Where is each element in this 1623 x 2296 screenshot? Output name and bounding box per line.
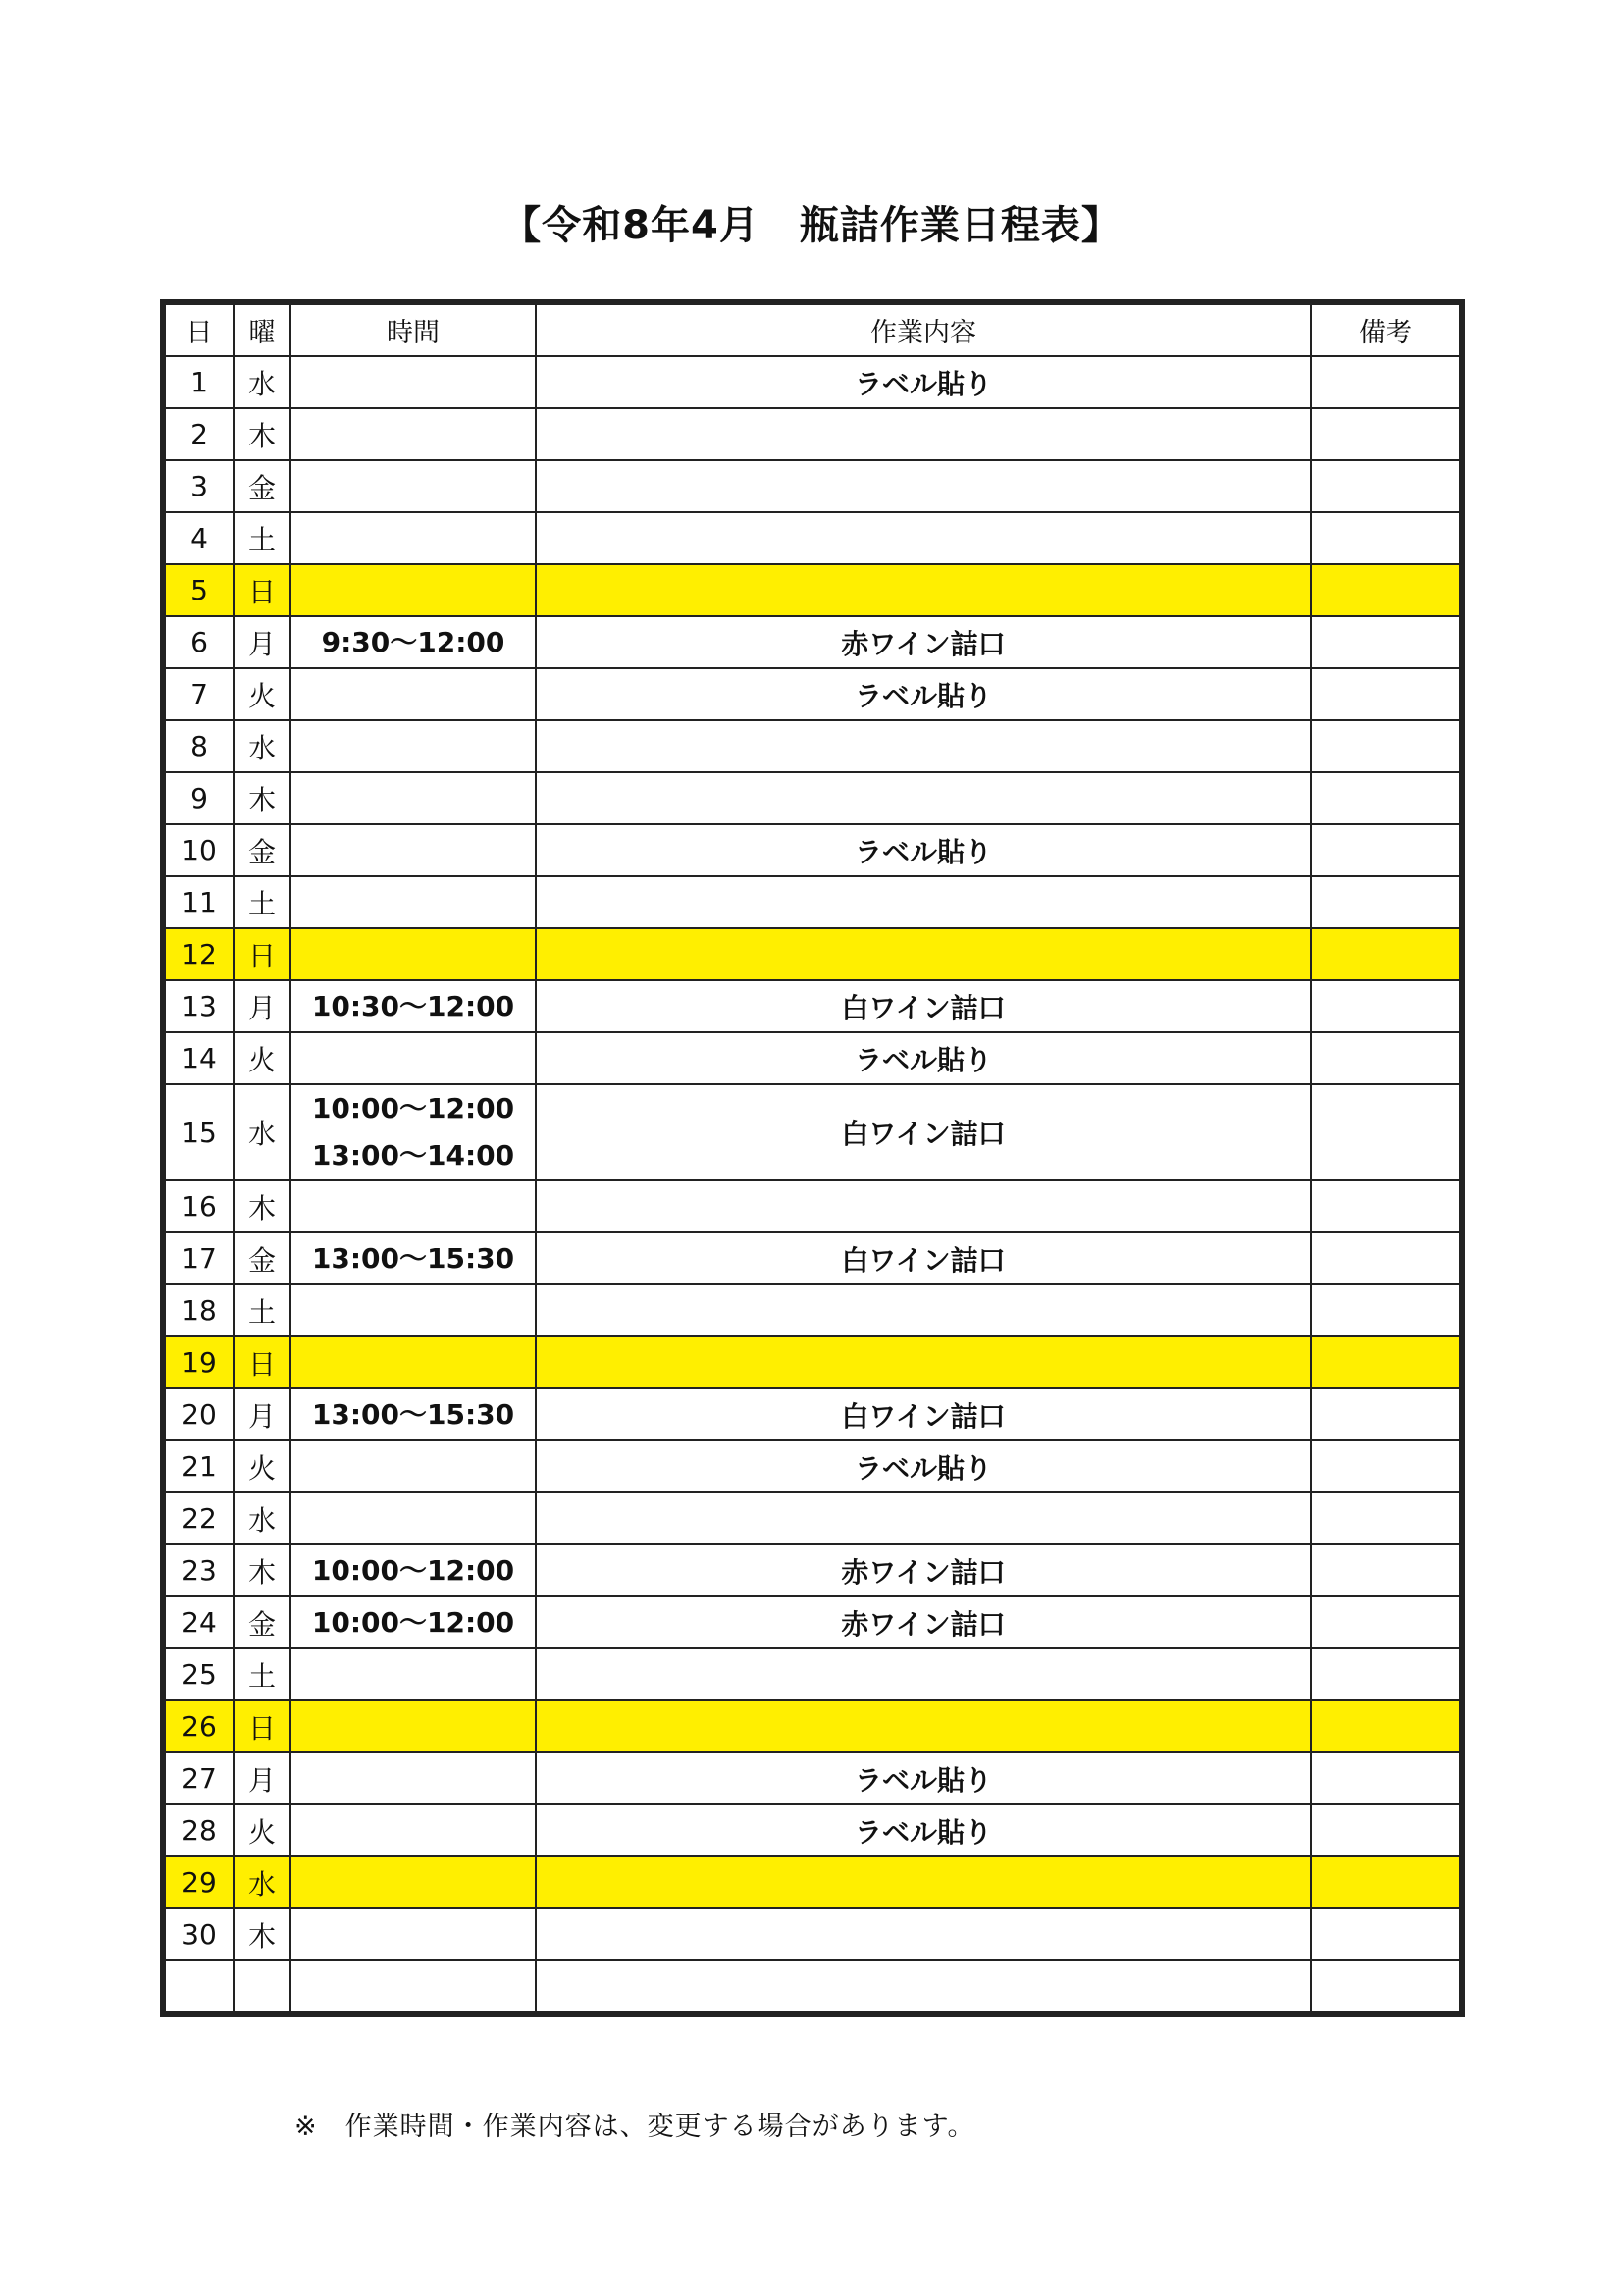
day-cell <box>165 1960 234 2012</box>
day-cell: 4 <box>165 512 234 564</box>
weekday-cell: 水 <box>234 1492 290 1544</box>
weekday-cell: 火 <box>234 668 290 720</box>
work-cell <box>536 1492 1311 1544</box>
table-row <box>165 1336 1460 1388</box>
time-cell <box>290 668 536 720</box>
day-cell: 9 <box>165 772 234 824</box>
time-cell <box>290 564 536 616</box>
time-cell <box>290 1388 536 1440</box>
weekday-cell: 火 <box>234 1032 290 1084</box>
weekday-cell: 月 <box>234 1752 290 1804</box>
time-cell <box>290 1804 536 1856</box>
time-cell <box>290 1492 536 1544</box>
header-time: 時間 <box>290 304 536 356</box>
table-row <box>165 720 1460 772</box>
note-cell <box>1311 512 1460 564</box>
table-row <box>165 1700 1460 1752</box>
work-cell <box>536 928 1311 980</box>
work-cell <box>536 460 1311 512</box>
weekday-cell: 水 <box>234 1084 290 1180</box>
weekday-cell: 火 <box>234 1440 290 1492</box>
time-slot: 10:30〜12:00 <box>311 989 515 1022</box>
table-row <box>165 668 1460 720</box>
day-cell: 15 <box>165 1084 234 1180</box>
day-cell: 16 <box>165 1180 234 1232</box>
time-cell <box>290 876 536 928</box>
schedule-table <box>160 299 1465 2017</box>
work-cell: 赤ワイン詰口 <box>536 616 1311 668</box>
table-row <box>165 1648 1460 1700</box>
weekday-cell: 木 <box>234 408 290 460</box>
table-row <box>165 1752 1460 1804</box>
day-cell: 17 <box>165 1232 234 1284</box>
weekday-cell: 日 <box>234 1336 290 1388</box>
weekday-cell: 月 <box>234 980 290 1032</box>
note-cell <box>1311 616 1460 668</box>
weekday-cell: 土 <box>234 1284 290 1336</box>
note-cell <box>1311 1804 1460 1856</box>
table-row <box>165 1084 1460 1180</box>
weekday-cell: 火 <box>234 1804 290 1856</box>
day-cell: 28 <box>165 1804 234 1856</box>
time-slot: 10:00〜12:00 <box>311 1553 515 1587</box>
table-row <box>165 928 1460 980</box>
time-cell <box>290 512 536 564</box>
note-cell <box>1311 1960 1460 2012</box>
work-cell: 赤ワイン詰口 <box>536 1544 1311 1596</box>
table-row <box>165 564 1460 616</box>
header-day: 日 <box>165 304 234 356</box>
time-slot: 10:00〜12:00 <box>311 1605 515 1639</box>
time-cell <box>290 1752 536 1804</box>
day-cell: 10 <box>165 824 234 876</box>
time-cell <box>290 980 536 1032</box>
work-cell: 白ワイン詰口 <box>536 980 1311 1032</box>
time-cell <box>290 1284 536 1336</box>
header-dow: 曜 <box>234 304 290 356</box>
work-cell: ラベル貼り <box>536 356 1311 408</box>
table-row <box>165 460 1460 512</box>
note-cell <box>1311 1856 1460 1908</box>
weekday-cell: 木 <box>234 1544 290 1596</box>
note-cell <box>1311 1648 1460 1700</box>
time-slot: 13:00〜15:30 <box>311 1397 515 1431</box>
time-slot: 10:00〜12:00 <box>311 1092 515 1124</box>
table-row <box>165 512 1460 564</box>
time-cell <box>290 1440 536 1492</box>
weekday-cell: 日 <box>234 1700 290 1752</box>
time-cell <box>290 1544 536 1596</box>
note-cell <box>1311 1544 1460 1596</box>
note-cell <box>1311 1752 1460 1804</box>
work-cell: ラベル貼り <box>536 824 1311 876</box>
table-row <box>165 824 1460 876</box>
day-cell: 3 <box>165 460 234 512</box>
header-work: 作業内容 <box>536 304 1311 356</box>
work-cell <box>536 772 1311 824</box>
work-cell <box>536 1960 1311 2012</box>
time-cell <box>290 824 536 876</box>
note-cell <box>1311 1180 1460 1232</box>
table-row <box>165 1284 1460 1336</box>
note-cell <box>1311 1232 1460 1284</box>
day-cell: 19 <box>165 1336 234 1388</box>
table-row <box>165 1856 1460 1908</box>
table-row <box>165 1032 1460 1084</box>
note-cell <box>1311 408 1460 460</box>
work-cell <box>536 720 1311 772</box>
note-cell <box>1311 824 1460 876</box>
note-cell <box>1311 928 1460 980</box>
day-cell: 5 <box>165 564 234 616</box>
day-cell: 13 <box>165 980 234 1032</box>
work-cell <box>536 1284 1311 1336</box>
weekday-cell: 土 <box>234 512 290 564</box>
note-cell <box>1311 720 1460 772</box>
time-cell <box>290 1648 536 1700</box>
day-cell: 12 <box>165 928 234 980</box>
day-cell: 27 <box>165 1752 234 1804</box>
note-cell <box>1311 1284 1460 1336</box>
day-cell: 21 <box>165 1440 234 1492</box>
table-row <box>165 1596 1460 1648</box>
work-cell: 白ワイン詰口 <box>536 1388 1311 1440</box>
table-row <box>165 616 1460 668</box>
weekday-cell: 土 <box>234 1648 290 1700</box>
note-cell <box>1311 1336 1460 1388</box>
weekday-cell: 木 <box>234 1908 290 1960</box>
note-cell <box>1311 980 1460 1032</box>
day-cell: 30 <box>165 1908 234 1960</box>
work-cell: ラベル貼り <box>536 1804 1311 1856</box>
work-cell <box>536 876 1311 928</box>
work-cell: 白ワイン詰口 <box>536 1232 1311 1284</box>
work-cell <box>536 1180 1311 1232</box>
weekday-cell: 月 <box>234 1388 290 1440</box>
time-cell <box>290 460 536 512</box>
day-cell: 24 <box>165 1596 234 1648</box>
table-row <box>165 408 1460 460</box>
day-cell: 7 <box>165 668 234 720</box>
work-cell <box>536 1700 1311 1752</box>
weekday-cell: 日 <box>234 928 290 980</box>
time-cell <box>290 1084 536 1180</box>
note-cell <box>1311 1032 1460 1084</box>
note-cell <box>1311 1084 1460 1180</box>
day-cell: 25 <box>165 1648 234 1700</box>
weekday-cell: 金 <box>234 1232 290 1284</box>
page-title: 【令和8年4月 瓶詰作業日程表】 <box>501 203 1122 248</box>
work-cell: ラベル貼り <box>536 1440 1311 1492</box>
table-row <box>165 1180 1460 1232</box>
work-cell <box>536 564 1311 616</box>
work-cell <box>536 1336 1311 1388</box>
time-cell <box>290 772 536 824</box>
work-cell: ラベル貼り <box>536 1752 1311 1804</box>
table-row <box>165 772 1460 824</box>
time-slot: 9:30〜12:00 <box>321 625 505 658</box>
day-cell: 22 <box>165 1492 234 1544</box>
time-cell <box>290 1908 536 1960</box>
work-cell <box>536 1856 1311 1908</box>
time-cell <box>290 1960 536 2012</box>
day-cell: 20 <box>165 1388 234 1440</box>
weekday-cell: 金 <box>234 1596 290 1648</box>
note-cell <box>1311 1440 1460 1492</box>
time-slot: 13:00〜14:00 <box>311 1139 515 1172</box>
time-cell <box>290 1232 536 1284</box>
day-cell: 18 <box>165 1284 234 1336</box>
note-cell <box>1311 356 1460 408</box>
time-cell <box>290 1700 536 1752</box>
note-cell <box>1311 876 1460 928</box>
work-cell <box>536 1648 1311 1700</box>
weekday-cell: 木 <box>234 1180 290 1232</box>
time-cell <box>290 928 536 980</box>
time-cell <box>290 1032 536 1084</box>
weekday-cell: 日 <box>234 564 290 616</box>
table-row <box>165 1492 1460 1544</box>
day-cell: 26 <box>165 1700 234 1752</box>
day-cell: 29 <box>165 1856 234 1908</box>
day-cell: 11 <box>165 876 234 928</box>
work-cell <box>536 1908 1311 1960</box>
work-cell: ラベル貼り <box>536 668 1311 720</box>
day-cell: 23 <box>165 1544 234 1596</box>
day-cell: 1 <box>165 356 234 408</box>
table-row <box>165 980 1460 1032</box>
work-cell: ラベル貼り <box>536 1032 1311 1084</box>
weekday-cell: 水 <box>234 720 290 772</box>
work-cell <box>536 408 1311 460</box>
table-row <box>165 1544 1460 1596</box>
table-row <box>165 1908 1460 1960</box>
header-note: 備考 <box>1311 304 1460 356</box>
time-cell <box>290 1180 536 1232</box>
weekday-cell: 金 <box>234 824 290 876</box>
time-cell <box>290 720 536 772</box>
day-cell: 8 <box>165 720 234 772</box>
note-cell <box>1311 1596 1460 1648</box>
day-cell: 14 <box>165 1032 234 1084</box>
table-row <box>165 1960 1460 2012</box>
weekday-cell <box>234 1960 290 2012</box>
weekday-cell: 水 <box>234 1856 290 1908</box>
weekday-cell: 土 <box>234 876 290 928</box>
weekday-cell: 月 <box>234 616 290 668</box>
time-slot: 13:00〜15:30 <box>311 1241 515 1275</box>
time-cell <box>290 1596 536 1648</box>
weekday-cell: 木 <box>234 772 290 824</box>
note-cell <box>1311 668 1460 720</box>
time-cell <box>290 1856 536 1908</box>
table-row <box>165 356 1460 408</box>
time-cell <box>290 1336 536 1388</box>
note-cell <box>1311 1388 1460 1440</box>
table-row <box>165 876 1460 928</box>
time-cell <box>290 408 536 460</box>
time-cell <box>290 616 536 668</box>
note-cell <box>1311 772 1460 824</box>
weekday-cell: 水 <box>234 356 290 408</box>
header-row <box>165 304 1460 356</box>
note-cell <box>1311 1700 1460 1752</box>
footnote: ※ 作業時間・作業内容は、変更する場合があります。 <box>294 2112 975 2142</box>
note-cell <box>1311 1492 1460 1544</box>
work-cell <box>536 512 1311 564</box>
table-row <box>165 1440 1460 1492</box>
note-cell <box>1311 460 1460 512</box>
weekday-cell: 金 <box>234 460 290 512</box>
table-row <box>165 1804 1460 1856</box>
table-row <box>165 1232 1460 1284</box>
work-cell: 赤ワイン詰口 <box>536 1596 1311 1648</box>
day-cell: 2 <box>165 408 234 460</box>
note-cell <box>1311 1908 1460 1960</box>
work-cell: 白ワイン詰口 <box>536 1084 1311 1180</box>
note-cell <box>1311 564 1460 616</box>
day-cell: 6 <box>165 616 234 668</box>
schedule-body <box>165 356 1460 2012</box>
table-row <box>165 1388 1460 1440</box>
time-cell <box>290 356 536 408</box>
